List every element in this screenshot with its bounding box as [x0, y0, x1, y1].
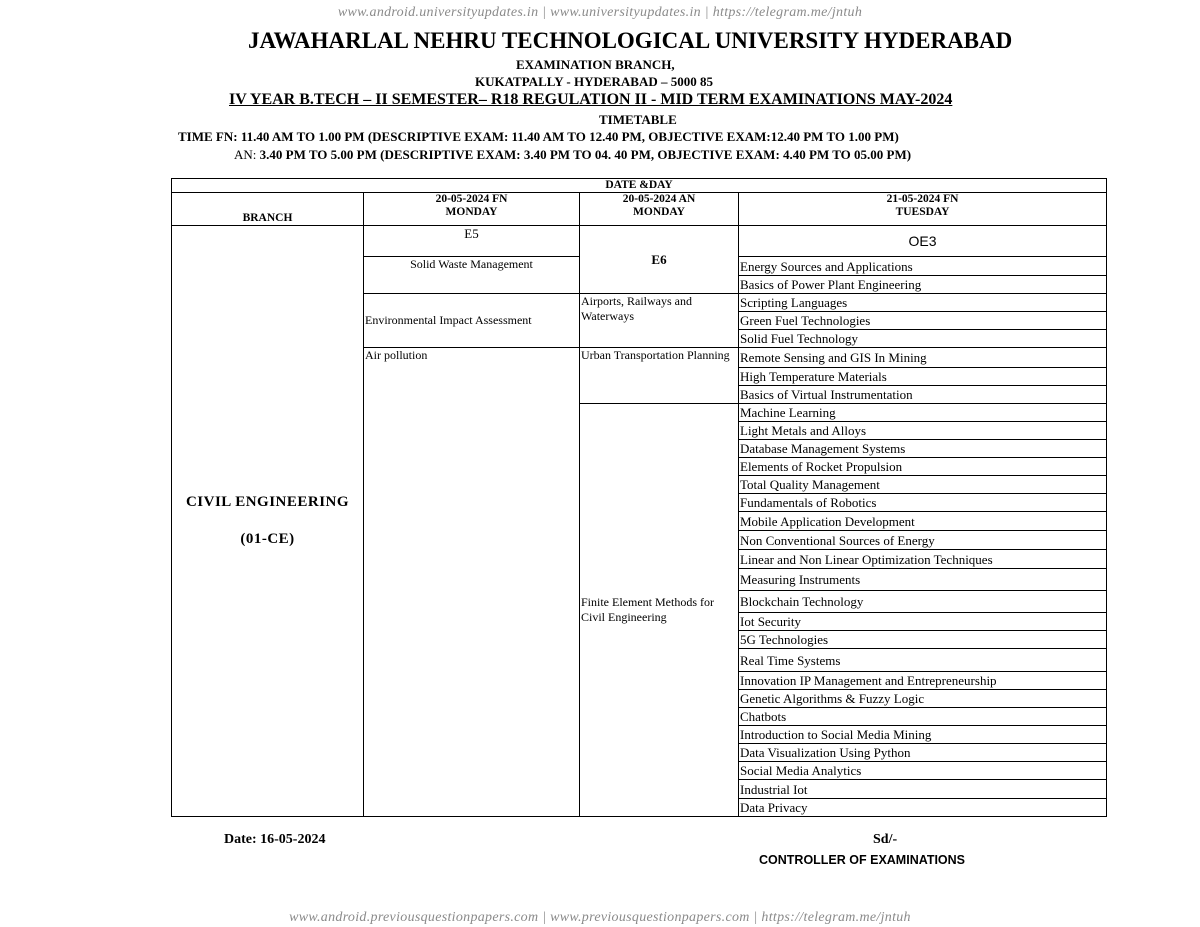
col3-day: TUESDAY — [895, 206, 950, 218]
oe-subject-9: Machine Learning — [739, 404, 1107, 422]
oe-subject-20: Iot Security — [739, 613, 1107, 631]
time-fn: TIME FN: 11.40 AM TO 1.00 PM (DESCRIPTIVE EXAM: 11.40 AM TO 12.40 PM, OBJECTIVE EXAM:12.40 PM TO 1.00 PM) — [178, 129, 899, 144]
oe-subject-17: Linear and Non Linear Optimization Techniques — [739, 550, 1107, 569]
university-address: KUKATPALLY - HYDERABAD – 5000 85 — [475, 74, 713, 89]
col1-subject-3: Air pollution — [364, 348, 580, 817]
signature: Sd/- — [873, 832, 898, 847]
col2-header — [580, 193, 739, 226]
oe-subject-2: Basics of Power Plant Engineering — [739, 276, 1107, 294]
oe-subject-18: Measuring Instruments — [739, 569, 1107, 591]
oe-subject-27: Data Visualization Using Python — [739, 744, 1107, 762]
oe-subject-12: Elements of Rocket Propulsion — [739, 458, 1107, 476]
oe-subject-23: Innovation IP Management and Entrepreneurship — [739, 672, 1107, 690]
time-an — [234, 147, 911, 163]
branch-code: (01-CE) — [240, 531, 295, 547]
col3-header — [739, 193, 1107, 226]
semester-title: IV YEAR B.TECH – II SEMESTER– R18 REGULATION II - MID TERM EXAMINATIONS MAY-2024 — [229, 91, 953, 108]
oe-subject-1: Energy Sources and Applications — [739, 257, 1107, 276]
oe-subject-11: Database Management Systems — [739, 440, 1107, 458]
col3-date: 21-05-2024 FN — [886, 193, 959, 205]
timetable-heading: TIMETABLE — [599, 112, 677, 127]
oe-subject-19: Blockchain Technology — [739, 591, 1107, 613]
col1-group: E5 — [364, 226, 580, 257]
time-an-text: 3.40 PM TO 5.00 PM (DESCRIPTIVE EXAM: 3.40 PM TO 04. 40 PM, OBJECTIVE EXAM: 4.40 PM TO 05.00 PM) — [256, 147, 912, 162]
col1-date: 20-05-2024 FN — [435, 193, 508, 205]
watermark-bottom: www.android.previousquestionpapers.com | www.previousquestionpapers.com | https://telegram.me/jntuh — [289, 910, 911, 925]
col1-day: MONDAY — [445, 206, 498, 218]
oe-subject-8: Basics of Virtual Instrumentation — [739, 386, 1107, 404]
timetable-table — [171, 178, 1107, 817]
watermark-top: www.android.universityupdates.in | www.universityupdates.in | https://telegram.me/jntuh — [337, 5, 863, 20]
branch-header: BRANCH — [172, 193, 364, 226]
oe-subject-3: Scripting Languages — [739, 294, 1107, 312]
examination-branch: EXAMINATION BRANCH, — [516, 57, 675, 72]
oe-subject-4: Green Fuel Technologies — [739, 312, 1107, 330]
oe-subject-28: Social Media Analytics — [739, 762, 1107, 780]
oe-subject-25: Chatbots — [739, 708, 1107, 726]
oe-subject-16: Non Conventional Sources of Energy — [739, 531, 1107, 550]
time-an-label: AN: — [234, 147, 257, 162]
col1-subject-1: Solid Waste Management — [364, 257, 580, 294]
university-title: JAWAHARLAL NEHRU TECHNOLOGICAL UNIVERSITY HYDERABAD — [248, 28, 1013, 53]
branch-cell — [172, 226, 364, 817]
oe-subject-10: Light Metals and Alloys — [739, 422, 1107, 440]
branch-name: CIVIL ENGINEERING — [185, 494, 350, 510]
issue-date: Date: 16-05-2024 — [224, 832, 326, 847]
oe-subject-26: Introduction to Social Media Mining — [739, 726, 1107, 744]
col2-date: 20-05-2024 AN — [622, 193, 696, 205]
col2-subject-2: Urban Transportation Planning — [580, 348, 739, 404]
oe-subject-24: Genetic Algorithms & Fuzzy Logic — [739, 690, 1107, 708]
oe-subject-6: Remote Sensing and GIS In Mining — [739, 348, 1107, 368]
oe-subject-13: Total Quality Management — [739, 476, 1107, 494]
oe-subject-29: Industrial Iot — [739, 780, 1107, 799]
oe-subject-22: Real Time Systems — [739, 649, 1107, 672]
col3-group: OE3 — [739, 226, 1107, 257]
col2-group: E6 — [580, 226, 739, 294]
col2-day: MONDAY — [633, 206, 685, 218]
date-day-header: DATE &DAY — [172, 179, 1107, 193]
controller-of-examinations: CONTROLLER OF EXAMINATIONS — [759, 853, 966, 867]
oe-subject-15: Mobile Application Development — [739, 512, 1107, 531]
oe-subject-5: Solid Fuel Technology — [739, 330, 1107, 348]
oe-subject-30: Data Privacy — [739, 799, 1107, 817]
oe-subject-7: High Temperature Materials — [739, 368, 1107, 386]
col1-header — [364, 193, 580, 226]
col1-subject-2: Environmental Impact Assessment — [364, 294, 580, 348]
oe-subject-21: 5G Technologies — [739, 631, 1107, 649]
col2-subject-3: Finite Element Methods for Civil Engineering — [580, 404, 739, 817]
oe-subject-14: Fundamentals of Robotics — [739, 494, 1107, 512]
col2-subject-1: Airports, Railways and Waterways — [580, 294, 739, 348]
